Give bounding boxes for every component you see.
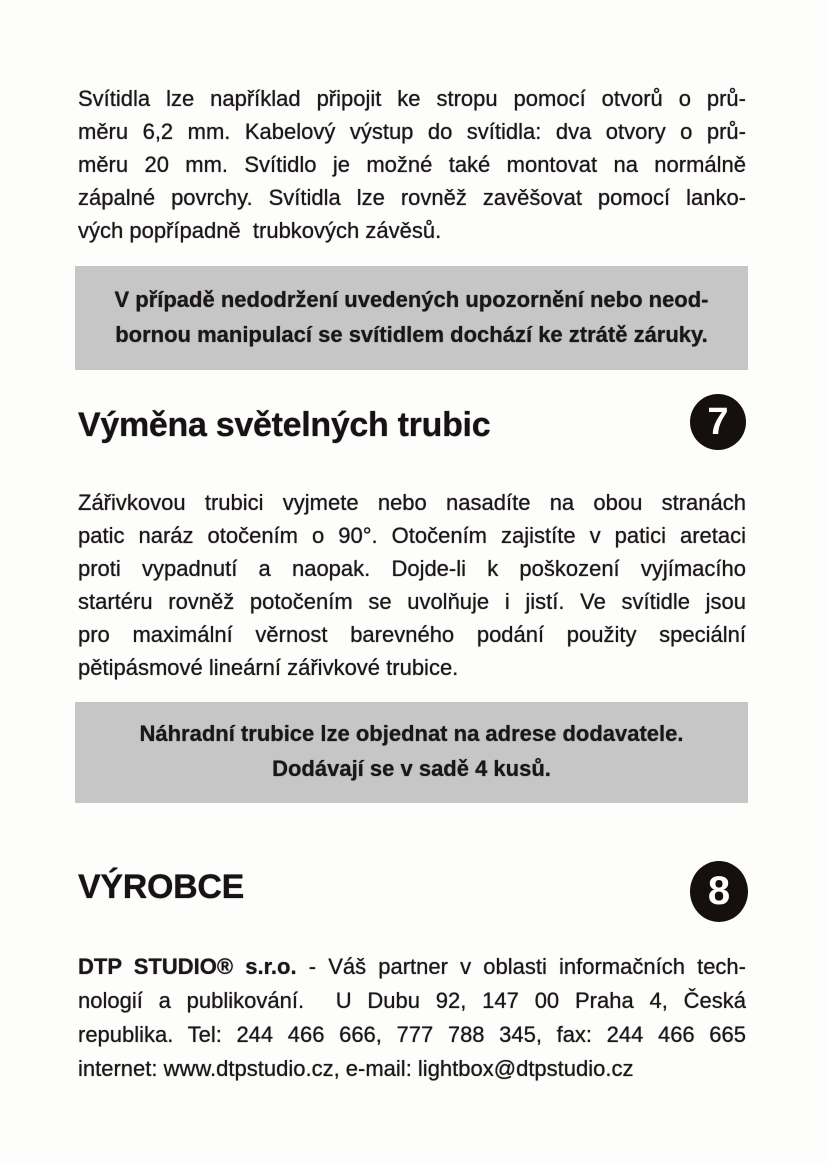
section-title-tube-replacement: Výměna světelných trubic	[78, 406, 491, 444]
paragraph-line: zápalné povrchy. Svítidla lze rovněž zavěšovat pomocí lanko-	[78, 185, 746, 210]
paragraph-line: pětipásmové lineární zářivkové trubice.	[78, 655, 459, 680]
paragraph-line: internet: www.dtpstudio.cz, e-mail: lightbox@dtpstudio.cz	[78, 1056, 634, 1081]
notice-line: Náhradní trubice lze objednat na adrese dodavatele.	[139, 721, 684, 746]
paragraph-line: měru 20 mm. Svítidlo je možné také montovat na normálně	[78, 152, 746, 177]
paragraph-line: měru 6,2 mm. Kabelový výstup do svítidla: dva otvory o prů-	[78, 119, 746, 144]
tube-replacement-paragraph	[78, 486, 746, 684]
badge-number: 8	[707, 869, 731, 913]
section-title-manufacturer: VÝROBCE	[78, 868, 245, 906]
paragraph-line: proti vypadnutí a naopak. Dojde-li k poškození vyjímacího	[78, 556, 746, 581]
section-number-badge-7	[690, 394, 746, 450]
manufacturer-paragraph	[78, 950, 746, 1086]
warranty-notice-box	[75, 266, 748, 370]
badge-number: 7	[707, 400, 729, 443]
paragraph-line: republika. Tel: 244 466 666, 777 788 345, fax: 244 466 665	[78, 1022, 746, 1047]
notice-line: V případě nedodržení uvedených upozornění nebo neod-	[114, 287, 709, 312]
notice-line: Dodávají se v sadě 4 kusů.	[272, 756, 551, 781]
company-name: DTP STUDIO® s.r.o.	[78, 954, 297, 979]
notice-line: bornou manipulací se svítidlem dochází ke ztrátě záruky.	[115, 322, 708, 347]
paragraph-line: startéru rovněž potočením se uvolňuje i jistí. Ve svítidle jsou	[78, 589, 746, 614]
paragraph-line: pro maximální věrnost barevného podání použity speciální	[78, 622, 746, 647]
paragraph-line: Svítidla lze například připojit ke stropu pomocí otvorů o prů-	[78, 86, 746, 111]
paragraph-line	[78, 950, 746, 984]
paragraph-text: - Váš partner v oblasti informačních tech-	[296, 954, 746, 979]
paragraph-line: patic naráz otočením o 90°. Otočením zajistíte v patici aretaci	[78, 523, 746, 548]
intro-paragraph	[78, 82, 746, 247]
spare-tubes-notice-box	[75, 702, 748, 803]
paragraph-line: Zářivkovou trubici vyjmete nebo nasadíte na obou stranách	[78, 490, 746, 515]
paragraph-line: vých popřípadně trubkových závěsů.	[78, 218, 442, 243]
paragraph-line: nologií a publikování. U Dubu 92, 147 00 Praha 4, Česká	[78, 988, 746, 1013]
section-number-badge-8	[690, 861, 748, 922]
